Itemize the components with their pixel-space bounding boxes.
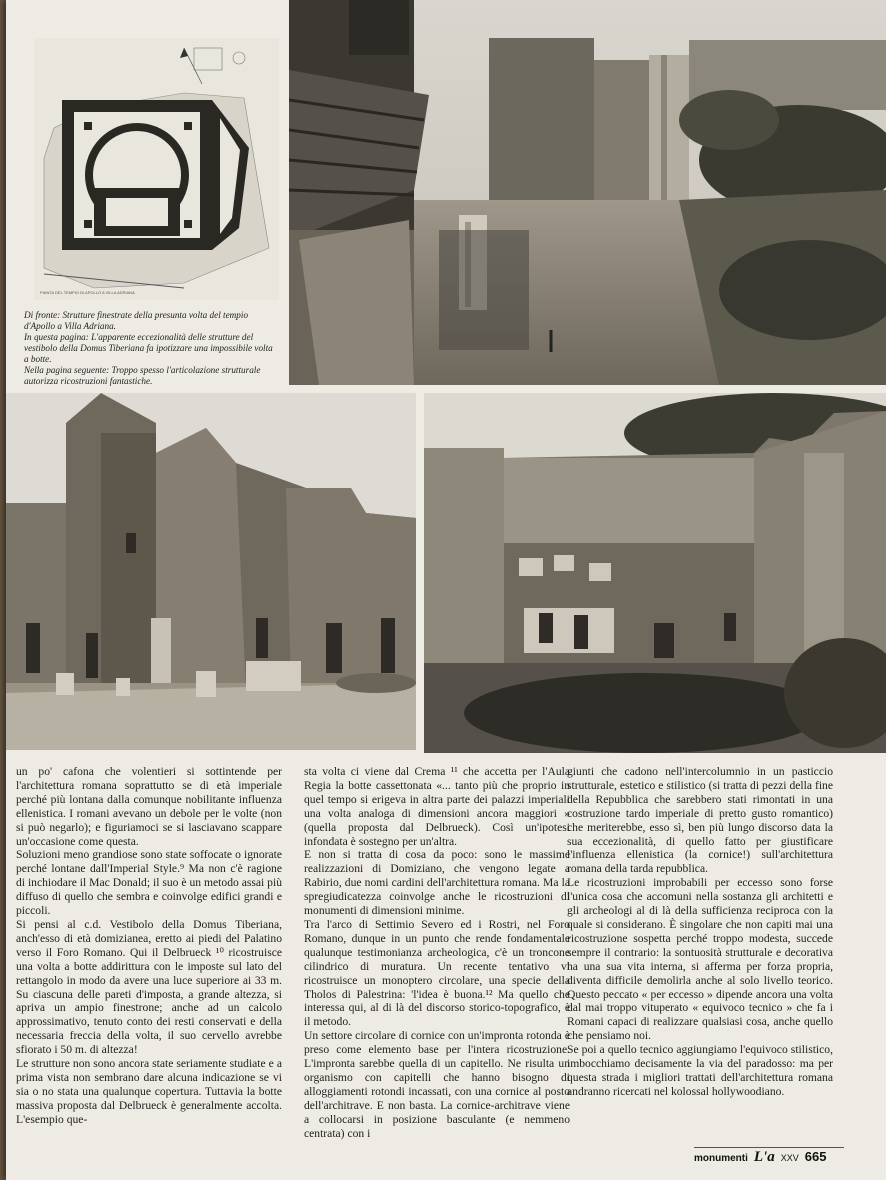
magazine-page: [6, 0, 886, 1180]
text-column-1: [16, 765, 282, 1150]
plan-label: PIANTA DEL TEMPIO DI APOLLO A VILLA ADRIANA: [40, 290, 135, 295]
magazine-logo: L'a: [753, 1149, 775, 1165]
col3-paragraph: Le ricostruzioni improbabili per eccesso sono forse l'unica cosa che accomuni nella sostanza gli architetti e gli archeologi al di là della sufficienza reciproca con la quale si considerano. È singolare che non capiti mai una ricostruzione sospetta perché troppo modesta, succede sempre il contrario: la sontuosità strutturale e decorativa ha una sua vita interna, si afferma per forza propria, diventa difficile demolirla anche al solo livello teorico. Questo peccato « per eccesso » dipende ancora una volta dal mai troppo vituperato « equivoco tecnico » che fa i Romani capaci di realizzare qualsiasi cosa, anche quello che pensiamo noi.: [567, 876, 833, 1043]
volume-number: XXV: [780, 1153, 799, 1163]
col2-paragraph: Un settore circolare di cornice con un'impronta rotonda è preso come elemento base per l'intera ricostruzione. L'impronta sarebbe quella di un capitello. Ne risulta un organismo con capitelli che hanno bisogno di alloggiamenti rotondi incassati, con una cornice al posto dell'architrave. E non basta. La cornice-architrave viene a collocarsi in posizione basculante (e nemmeno centrata) con i: [304, 1029, 570, 1140]
floor-plan-svg: [34, 38, 279, 300]
col1-paragraph: un po' cafona che volentieri si sottintende per l'architettura romana soprattutto se di età imperiale perché più lontana dalla comunque nobilitante influenza ellenistica. I romani avevano un debole per le volte (non si può negarlo); e figuriamoci se si lasciavano scappare un'occasione come questa.: [16, 765, 282, 848]
floor-plan-drawing: [34, 38, 279, 300]
col1-paragraph: Soluzioni meno grandiose sono state soffocate o ignorate perché lontane dall'Imperial Style.⁹ Ma non c'è ragione di inchiodare il Mac Donald; il suo è un metodo assai più diffuso di quello che sembra e coinvolge edifici grandi e piccoli.: [16, 848, 282, 918]
col2-paragraph: sta volta ci viene dal Crema ¹¹ che accetta per l'Aula Regia la botte cassettonata «... tanto più che proprio in quel tempo si erigeva in altra parte dei palazzi imperiali una volta analoga di dimensioni ancora maggiori » (quella proposta dal Delbrueck). Così un'ipotesi infondata è sostegno per un'altra.: [304, 765, 570, 848]
col3-paragraph: giunti che cadono nell'intercolumnio in un pasticcio strutturale, estetico e stilistico (si tratta di pezzi della fine della Repubblica che sarebbero stati rimontati in una costruzione tardo imperiale di pretto gusto romantico) che meriterebbe, esso sì, ben più lungo discorso data la sua eccezionalità, di quello fatto per giustificare l'influenza ellenistica (la cornice!) sull'architettura romana della tarda repubblica.: [567, 765, 833, 876]
caption-label-3: Nella pagina seguente:: [24, 365, 110, 376]
forum-photo: [289, 0, 886, 385]
ruins-panorama-photo: [424, 393, 886, 753]
caption-paragraph-3: [24, 365, 279, 387]
magazine-section: monumenti: [694, 1153, 748, 1164]
col3-paragraph: Se poi a quello tecnico aggiungiamo l'equivoco stilistico, imbocchiamo decisamente la via del paradosso: ma per questa strada i migliori trattati dell'architettura romana andranno ricercati nel kolossal hollywoodiano.: [567, 1043, 833, 1098]
caption-label-2: In questa pagina:: [24, 332, 89, 343]
col2-paragraph: Tra l'arco di Settimio Severo ed i Rostri, nel Foro Romano, dunque in un punto che rende fondamentale qualunque testimonianza archeologica, c'è un troncone cilindrico di muratura. Un recente tentativo vi ricostruisce un monoptero circolare, una specie della Tholos di Palestrina: 'l'idea è buona.¹² Ma quello che interessa qui, al di là del discorso storico-topografico, è il metodo.: [304, 917, 570, 1029]
domus-tiberiana-svg: [6, 393, 416, 750]
ruins-panorama-svg: [424, 393, 886, 753]
caption-paragraph-1: [24, 310, 279, 332]
photo-caption: [24, 310, 279, 387]
domus-tiberiana-photo: [6, 393, 416, 750]
caption-text-3: Troppo spesso l'articolazione strutturale autorizza ricostruzioni fantastiche.: [24, 365, 261, 387]
col1-paragraph: Si pensi al c.d. Vestibolo della Domus Tiberiana, anch'esso di età domizianea, eretto ai piedi del Palatino verso il Foro Romano. Qui il Delbrueck ¹⁰ ricostruisce una volta a botte addirittura con le imposte sul lato del rettangolo in modo da avere una luce superiore ai 33 m. Su ciascuna delle pareti d'imposta, a grande altezza, si apriva un ampio finestrone; anche ad un calcolo approssimativo, tenuto conto dei resti conservati e della necessaria freccia della volta, il suo cervello avrebbe sfiorato i 50 m. di altezza!: [16, 917, 282, 1057]
article-body: [16, 765, 846, 1150]
caption-text-2: L'apparente eccezionalità delle strutture del vestibolo della Domus Tiberiana fa ipotizzare una impossibile volta a botte.: [24, 332, 273, 365]
text-column-3: [567, 765, 833, 1150]
page-number: 665: [804, 1149, 827, 1164]
caption-text-1: Strutture finestrate della presunta volta del tempio d'Apollo a Villa Adriana.: [24, 310, 249, 332]
text-column-2: [304, 765, 570, 1150]
caption-label-1: Di fronte:: [24, 310, 61, 320]
col1-paragraph: Le strutture non sono ancora state seriamente studiate e a prima vista non sembrano dare alcuna indicazione se vi sia o no stata una qualunque copertura. Tuttavia la botte massiva proposta dal Delbrueck è generalmente accolta. L'esempio que-: [16, 1057, 282, 1126]
forum-photo-svg: [289, 0, 886, 385]
caption-paragraph-2: [24, 332, 279, 365]
col2-paragraph: E non si tratta di cosa da poco: sono le massime realizzazioni di Domiziano, che vengono legate a Rabirio, due nomi cardini dell'architettura romana. Ma la spregiudicatezza coinvolge anche le ricostruzioni di monumenti di dimensioni minime.: [304, 848, 570, 918]
page-footer: [694, 1147, 844, 1165]
